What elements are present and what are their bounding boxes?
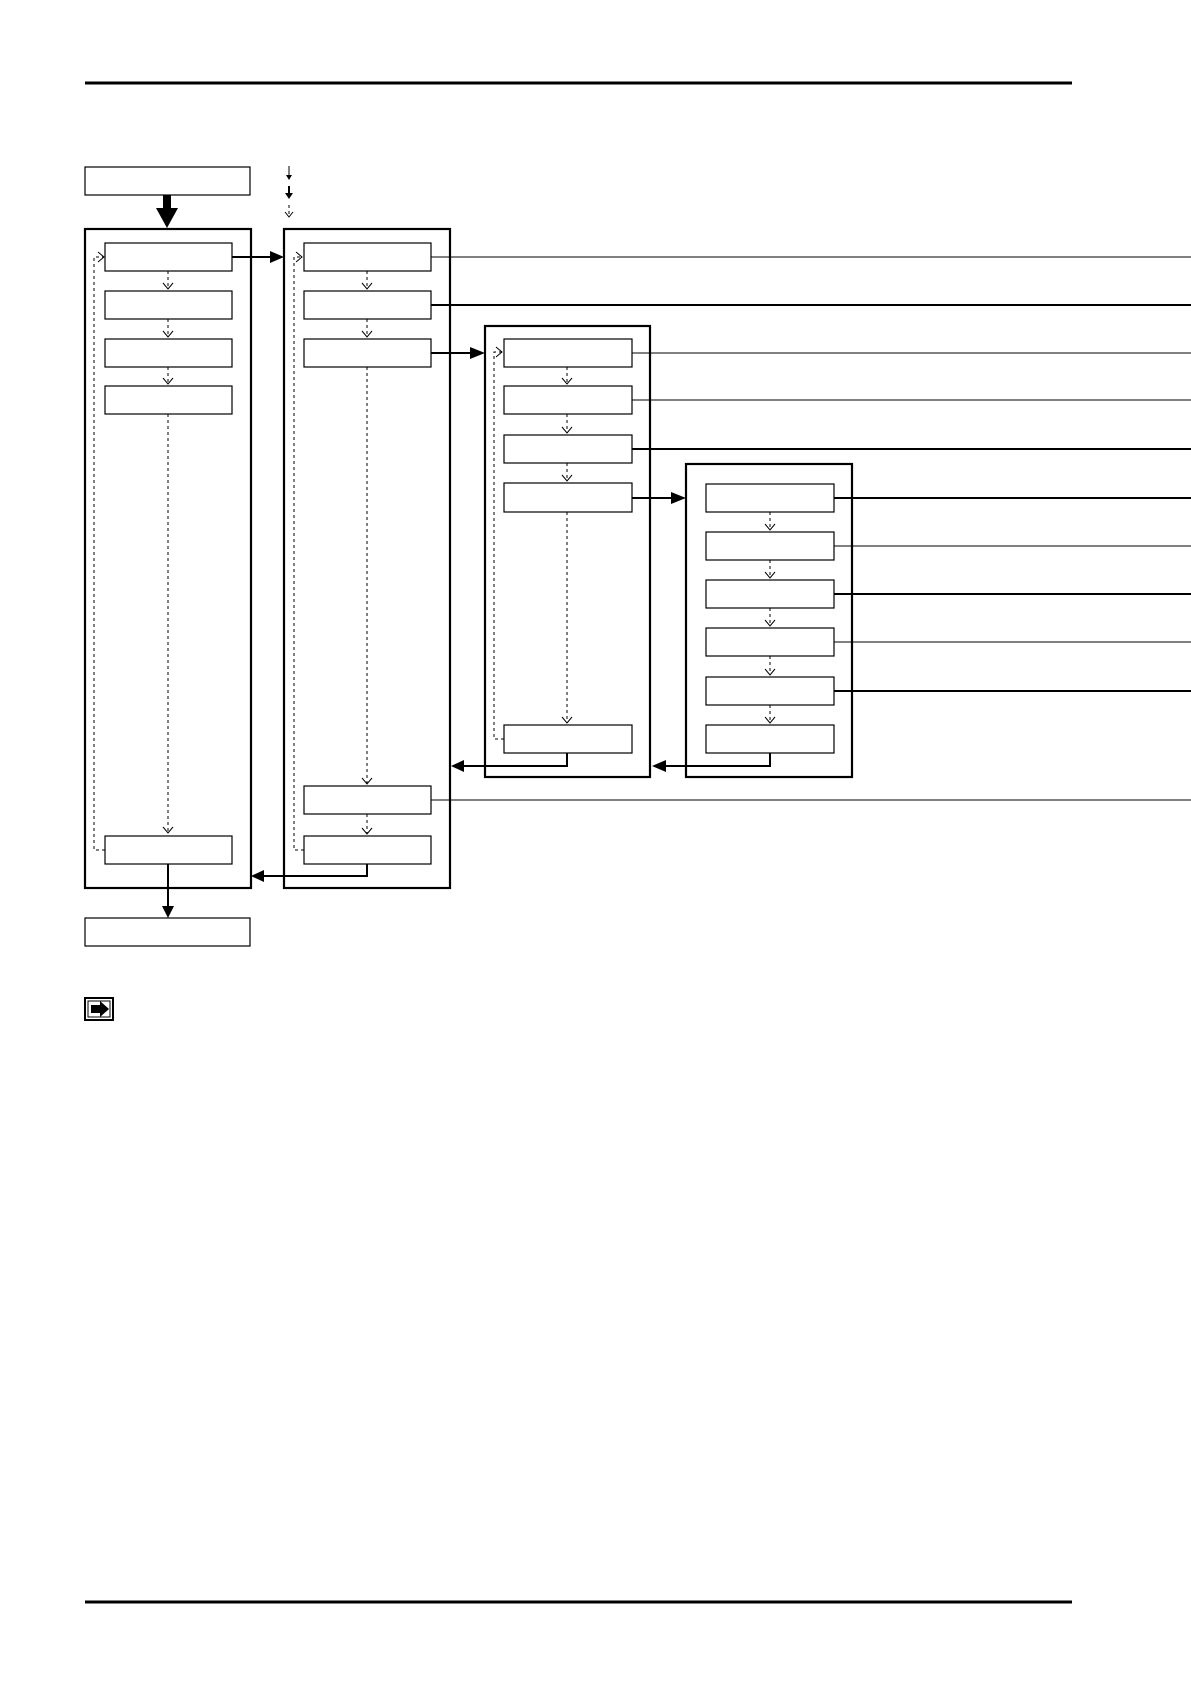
legend-solid-arrow xyxy=(286,166,292,180)
end-box xyxy=(85,918,250,946)
bold-down-arrow xyxy=(156,195,178,228)
col2-return-arrow xyxy=(251,864,367,882)
col4-return-arrow xyxy=(652,753,770,772)
start-box xyxy=(85,167,250,195)
col3-return-arrow xyxy=(451,753,567,772)
step-box xyxy=(504,435,632,463)
step-box xyxy=(304,243,431,271)
step-box xyxy=(105,386,232,414)
step-box xyxy=(304,786,431,814)
step-box xyxy=(706,628,834,656)
step-box xyxy=(105,836,232,864)
col3-to-col4-arrow xyxy=(632,492,686,504)
step-box xyxy=(105,243,232,271)
step-box xyxy=(706,725,834,753)
step-box xyxy=(304,836,431,864)
step-box xyxy=(504,483,632,512)
step-box xyxy=(706,580,834,608)
step-box xyxy=(504,725,632,753)
legend xyxy=(285,166,293,217)
legend-bold-arrow xyxy=(285,186,293,199)
step-box xyxy=(706,677,834,705)
step-box xyxy=(504,386,632,414)
step-box xyxy=(706,532,834,560)
step-box xyxy=(706,484,834,512)
step-box xyxy=(105,339,232,367)
step-box xyxy=(304,291,431,319)
arrow-right-icon xyxy=(85,998,113,1020)
legend-dashed-arrow xyxy=(285,205,293,217)
col1-to-col2-arrow xyxy=(232,251,284,263)
col2-to-col3-arrow xyxy=(431,347,485,359)
step-box xyxy=(105,291,232,319)
step-box xyxy=(504,339,632,367)
step-box xyxy=(304,339,431,367)
col1-exit-arrow xyxy=(162,864,174,918)
